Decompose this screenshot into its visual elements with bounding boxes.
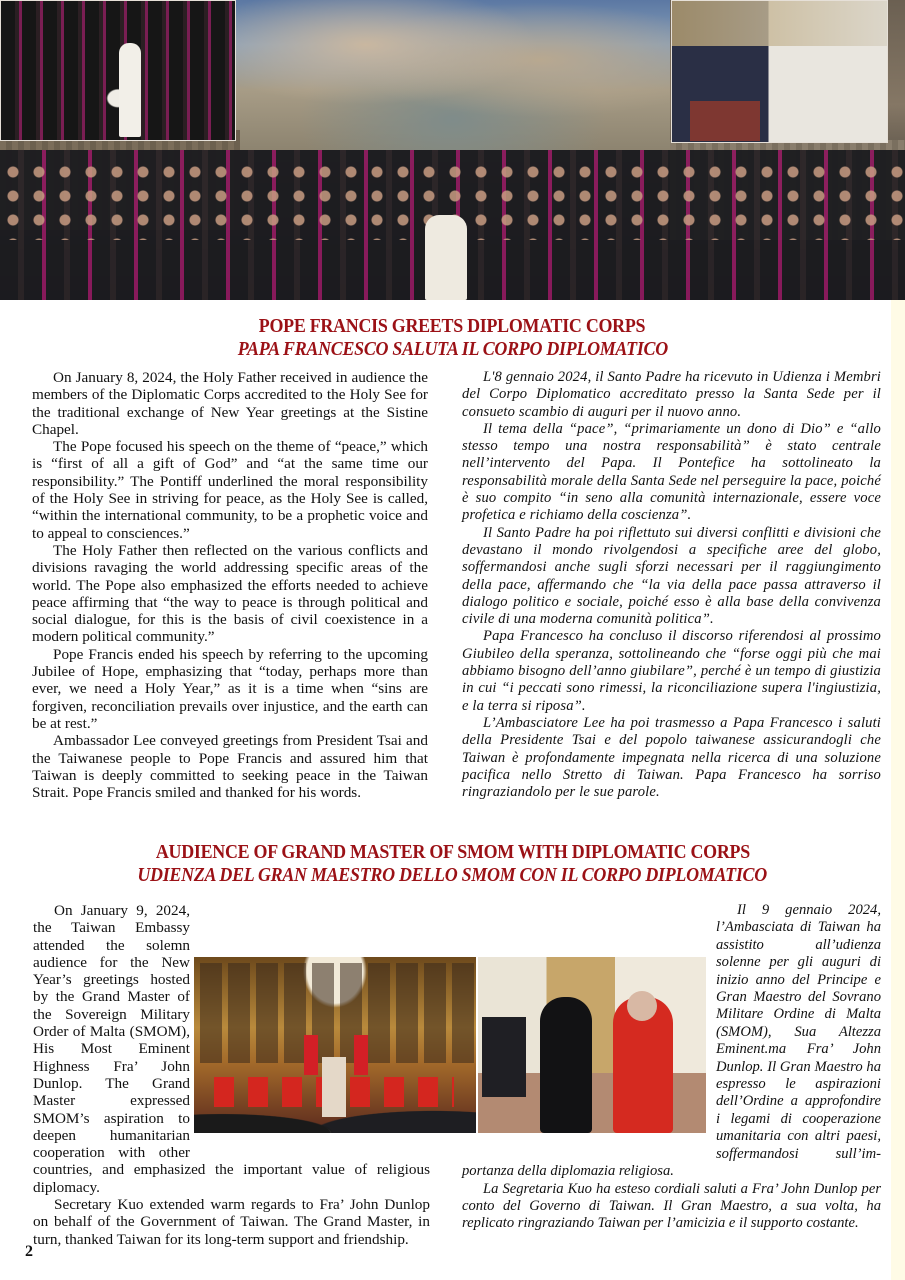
paragraph: Il tema della “pace”, “primariamente un dono di Dio” e “allo stesso tempo una nostra responsabilità” è stato centrale nell’intervento del Papa. Il Pontefice ha sottolineato la responsabilità morale della Santa Sede nel perseguire la pace, poiché è suo compito “in seno alla comunità internazionale, essere voce profetica e richiamo della coscienza”. <box>462 420 881 524</box>
article2-title-it: UDIENZA DEL GRAN MAESTRO DELLO SMOM CON IL CORPO DIPLOMATICO <box>137 864 768 886</box>
paragraph: Il 9 gennaio 2024, l’Ambasciata di Taiwan ha assistito all’udienza solenne per gli auguri di inizio anno del Principe e Gran Maestro del Sovrano Militare Ordine di Malta (SMOM), Sua Altezza Eminent.ma Fra’ John Dunlop. Il Gran Maestro ha espresso le aspirazioni dell’Ordine a approfondire i legami di cooperazione umanitaria con altri paesi, soffermandosi sull’importanza della diplomazia religiosa. <box>462 902 881 1180</box>
article1-title-en: POPE FRANCIS GREETS DIPLOMATIC CORPS <box>259 316 646 337</box>
grand-master-figure <box>613 997 673 1133</box>
article2-title-en: AUDIENCE OF GRAND MASTER OF SMOM WITH DIPLOMATIC CORPS <box>155 842 750 863</box>
page-margin-strip <box>891 300 905 1280</box>
paragraph: On January 8, 2024, the Holy Father received in audience the members of the Diplomatic Corps accredited to the Holy See for the traditional exchange of New Year greetings at the Sistine Chapel. <box>32 369 428 438</box>
paragraph: Pope Francis ended his speech by referring to the upcoming Jubilee of Hope, emphasizing that “today, perhaps more than ever, we need a Holy Year,” as it is a time when “sins are forgiven, reconciliation prevails over injustice, and the earth can be at rest.” <box>32 645 428 732</box>
article1-italian-column <box>462 369 881 801</box>
article2-heading <box>0 843 905 885</box>
paragraph: La Segretaria Kuo ha esteso cordiali saluti a Fra’ John Dunlop per conto del Governo di Taiwan. Il Gran Maestro, a sua volta, ha replicato ringraziando Taiwan per l’amicizia e il supporto costante. <box>462 1180 881 1232</box>
inset-photo-pope-greeting <box>0 0 236 141</box>
hero-photo-collage <box>0 0 905 300</box>
photo-grand-master-greeting <box>478 957 706 1133</box>
article1-title-it: PAPA FRANCESCO SALUTA IL CORPO DIPLOMATICO <box>237 338 668 360</box>
audience <box>194 1089 476 1133</box>
paragraph: The Pope focused his speech on the theme of “peace,” which is “first of all a gift of God” and “at the same time our responsibility.” The Pontiff underlined the moral responsibility of the Holy See in striving for peace, as the Holy See is called, “within the international community, to be a prophetic voice and to appeal to consciences.” <box>32 438 428 542</box>
paragraph: Papa Francesco ha concluso il discorso riferendosi al prossimo Giubileo della speranza, sottolineando che “forse oggi più che mai abbiamo bisogno dell’anno giubilare”, perché è un tempo di giustizia in cui “i peccati sono rimessi, la riconciliazione supera l'ingiustizia, e la terra si riposa”. <box>462 628 881 714</box>
last-judgment-fresco <box>235 0 670 150</box>
page-number: 2 <box>25 1243 33 1260</box>
paragraph: L'8 gennaio 2024, il Santo Padre ha ricevuto in Udienza i Membri del Corpo Diplomatico accreditato presso la Santa Sede per il consueto scambio di auguri per il nuovo anno. <box>462 369 881 420</box>
article1-heading <box>0 317 905 359</box>
portrait-frames <box>194 963 476 1063</box>
malta-flag-left <box>304 1035 318 1075</box>
paragraph: L’Ambasciatore Lee ha poi trasmesso a Papa Francesco i saluti della Presidente Tsai e del popolo taiwanese assicurandogli che Taiwan è profondamente impegnata nella ricerca di una soluzione pacifica nello Stretto di Taiwan. Papa Francesco ha sorriso ringraziandolo per le sue parole. <box>462 714 881 801</box>
article1-english-column <box>32 369 428 801</box>
paragraph: Secretary Kuo extended warm regards to Fra’ John Dunlop on behalf of the Government of Taiwan. The Grand Master, in turn, thanked Taiwan for its long-term support and friendship. <box>33 1196 430 1248</box>
photo-grand-master-speech <box>194 957 476 1133</box>
paragraph: Il Santo Padre ha poi riflettuto sui diversi conflitti e divisioni che devastano il mondo rivolgendosi a specifiche aree del globo, soffermandosi anche sugli sforzi necessari per il raggiungimento della pace, affermando che “la via della pace passa attraverso il dialogo politico e sociale, poiché esso è alla base della convivenza civile di una moderna comunità politica”. <box>462 524 881 628</box>
pope-figure <box>425 215 467 300</box>
embassy-representative <box>540 997 592 1133</box>
paragraph: The Holy Father then reflected on the various conflicts and divisions ravaging the world addressing specific areas of the world. The Pope also emphasized the efforts needed to achieve peace affirming that “the way to peace is through political and social dialogue, for this is the basis of civil coexistence in a modern political community.” <box>32 541 428 646</box>
malta-flag-right <box>354 1035 368 1075</box>
seated-guests <box>482 1017 526 1097</box>
inset-photo-handshake <box>671 0 888 143</box>
paragraph: Ambassador Lee conveyed greetings from President Tsai and the Taiwanese people to Pope Francis and assured him that Taiwan is deeply committed to seeking peace in the Taiwan Strait. Pope Francis smiled and thanked for his words. <box>32 732 428 802</box>
paragraph: On January 9, 2024, the Taiwan Embassy attended the solemn audience for the New Year’s greetings hosted by the Grand Master of the Sovereign Military Order of Malta (SMOM), His Most Eminent Highness Fra’ John Dunlop. The Grand Master expressed SMOM’s aspiration to deepen humanitarian cooperation with other countries, and emphasized the important value of religious diplomacy. <box>33 902 430 1196</box>
